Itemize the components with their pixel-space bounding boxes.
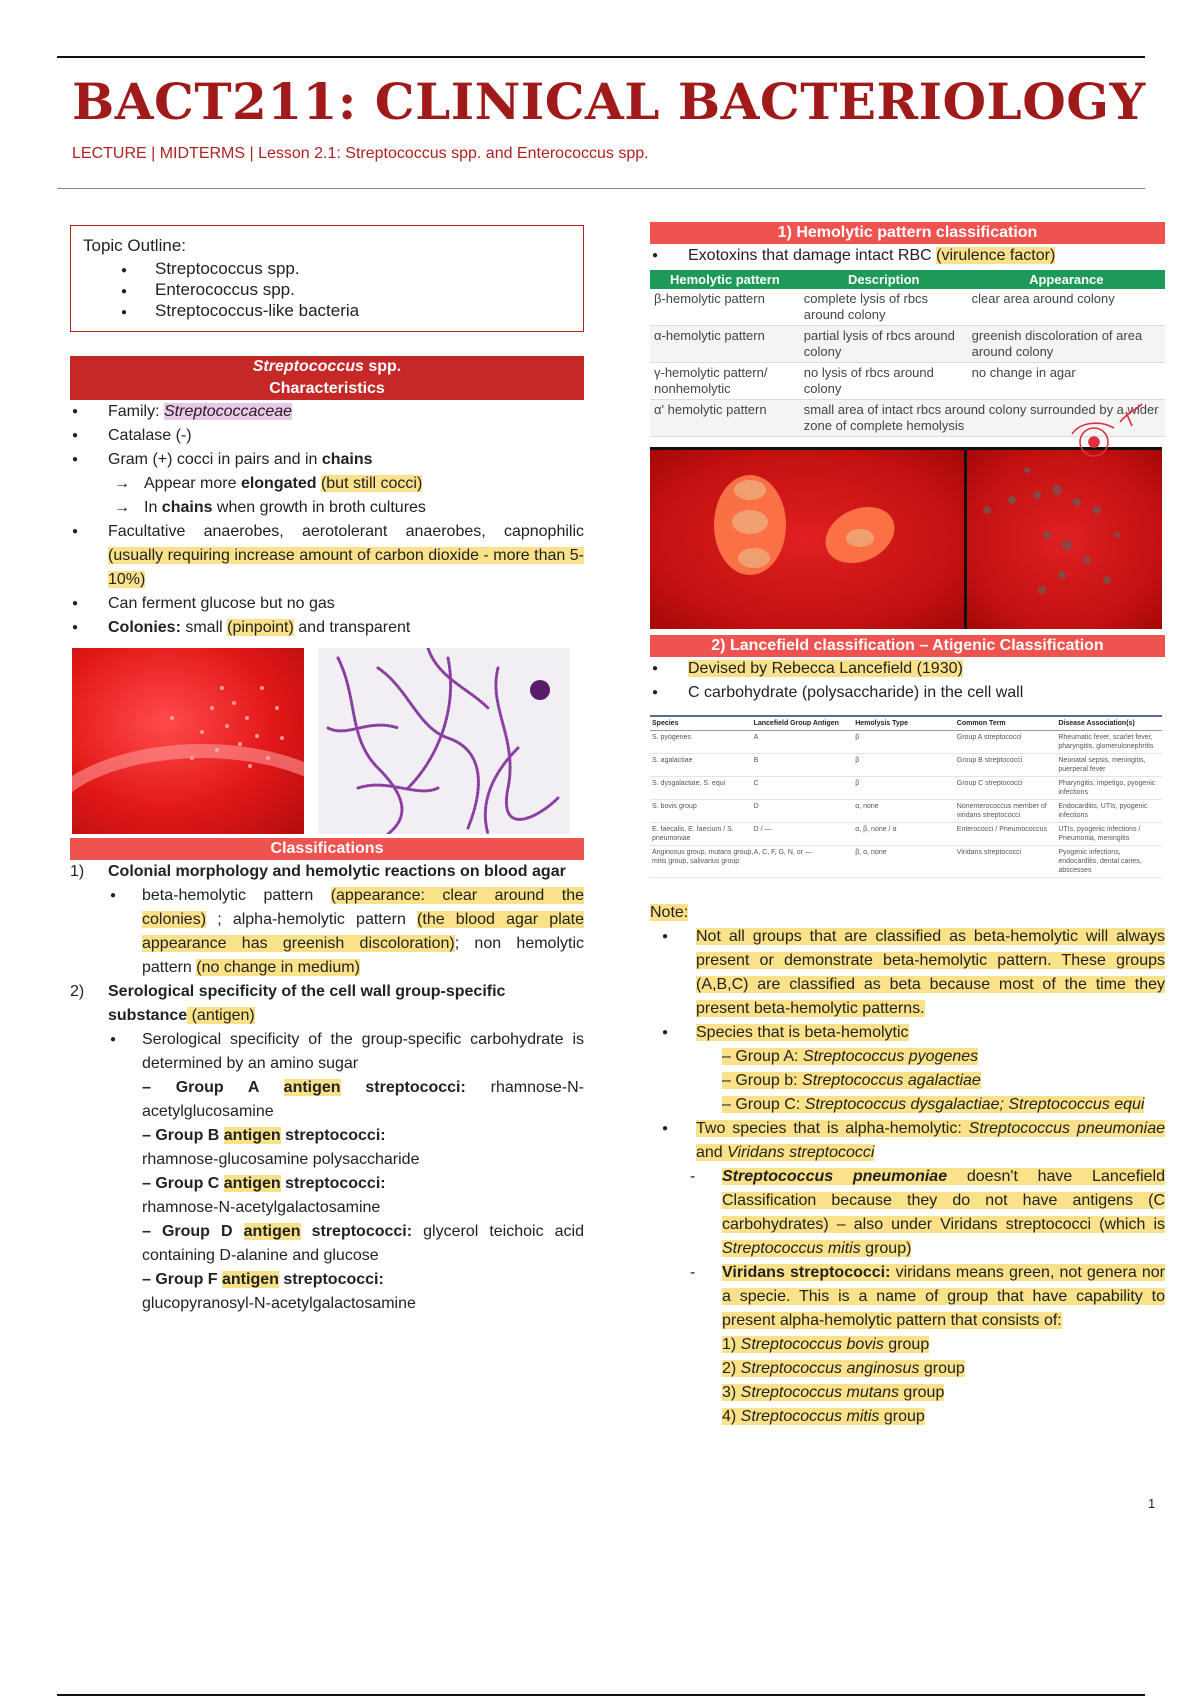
highlight-text: group) [860,1240,912,1257]
viridans-group-item [650,1381,1165,1405]
list-item [70,400,584,424]
classification-sublist [108,1028,584,1316]
top-rule [57,56,1145,58]
mini-cell: C [753,780,759,787]
mini-cell: Enterococci / Pneumococcus [956,826,1048,833]
list-item [70,520,584,592]
viridans-group-item [650,1405,1165,1429]
classification-sublist [108,884,584,980]
highlight-text: antigen [223,1127,281,1144]
text: when growth in broth cultures [212,499,426,516]
topic-outline-list [83,258,571,321]
mini-cell: Neonatal sepsis, meningitis, puerperal fever [1058,757,1146,773]
lancefield-bar: 2) Lancefield classification – Atigenic Classification [650,635,1165,657]
highlight-text: (but still cocci) [320,475,423,492]
species-name: Streptococcus dysgalactiae; Streptococcus equi [804,1096,1145,1113]
species-name: Streptococcus mitis [740,1408,880,1425]
table-cell: γ-hemolytic pattern/ nonhemolytic [650,363,800,400]
list-item: ● Catalase (-) [70,424,584,448]
bold-highlight: Viridans streptococci: [722,1264,891,1281]
text: beta-hemolytic pattern [142,887,331,904]
highlight-text: group [883,1336,930,1353]
mini-header: Common Term [956,720,1006,727]
mini-cell: D / — [753,826,772,833]
mini-cell: S. agalactiae [652,757,693,764]
highlight-text: viridans means green, not genera nor a specie. This is a name of group that have capability to present alpha-hemolytic pattern that consists of: [722,1264,1165,1329]
mini-cell: Viridans streptococci [956,849,1022,856]
highlight-text: (the blood agar plate appearance has greenish discoloration) [142,911,585,952]
species-name: Streptococcus bovis [740,1336,884,1353]
item-number: 1) [70,863,85,880]
highlight-text: Not all groups that are classified as beta-hemolytic will always present or demonstrate beta-hemolytic pattern. These groups (A,B,C) are classified as beta because most of the time they present beta-hemolytic patterns. [696,928,1165,1017]
species-name: Streptococcus anginosus [740,1360,920,1377]
text: Appear more [144,475,241,492]
beta-species-line [696,1045,1165,1069]
note-list [650,925,1165,1165]
blood-agar-plate-photo [72,648,304,834]
header-rule [57,188,1145,189]
arrow-item [70,496,584,520]
highlight-text: and [696,1144,728,1161]
highlight-text: – Group b: [722,1072,803,1089]
beta-species-line [696,1093,1165,1117]
mini-cell: Group C streptococci [956,780,1023,787]
highlight-text: group [898,1384,945,1401]
table-row [650,731,1162,754]
species-name: Streptococcus pyogenes [802,1048,979,1065]
highlight-text: (virulence factor) [936,247,1056,264]
text: Exotoxins that damage intact RBC [688,247,937,264]
table-cell: small area of intact rbcs around colony surrounded by a wider zone of complete hemolysis [800,400,1165,437]
highlight-text: Species that is beta-hemolytic [696,1024,909,1041]
highlight-text: 4) [722,1408,741,1425]
highlight-text: antigen [222,1271,279,1288]
outline-item: ● Streptococcus-like bacteria [121,300,571,321]
list-item [650,657,1165,681]
highlight-text: – Group A: [722,1048,803,1065]
left-column [70,225,584,1316]
hemolytic-bar: 1) Hemolytic pattern classification [650,222,1165,244]
highlight-text: group [879,1408,925,1425]
table-header-row [650,270,1165,289]
bar-title-suffix: spp. [363,358,402,375]
mini-header: Hemolysis Type [855,720,908,727]
group-value: glucopyranosyl-N-acetylgalactosamine [142,1295,416,1312]
mini-header: Disease Association(s) [1058,720,1135,727]
mini-cell: A, C, F, G, N, or — [753,849,812,856]
list-item [650,1117,1165,1165]
mini-cell: S. pyogenes [652,734,691,741]
highlight-text: antigen [223,1175,281,1192]
text: small [180,619,228,636]
lancefield-list [650,657,1165,705]
mini-header: Species [652,720,679,727]
text: In [144,499,162,516]
cocci-chains [318,648,570,834]
characteristic-images [72,648,584,834]
highlight-text: antigen [243,1223,301,1240]
highlight-text: 1) [722,1336,741,1353]
list-item [70,860,584,980]
table-row [650,289,1165,326]
text: Serological specificity of the group-specific carbohydrate is determined by an amino sugar [142,1031,584,1072]
bold-text: elongated [240,475,317,492]
mini-cell: Group B streptococci [956,757,1023,764]
topic-outline-title: Topic Outline: [83,236,186,255]
group-value: glycerol teichoic acid containing D-alanine and glucose [142,1223,585,1264]
list-item: ● C carbohydrate (polysaccharide) in the cell wall [650,681,1165,705]
table-row [650,326,1165,363]
item-number: 2) [70,983,85,1000]
list-item [108,1028,584,1316]
document-title: BACT211: CLINICAL BACTERIOLOGY [72,72,1146,131]
list-item [70,448,584,520]
small-colonies [967,450,1147,629]
mini-cell: Endocarditis, UTIs, pyogenic infections [1058,803,1148,819]
list-item [650,925,1165,1021]
characteristics-list [70,400,584,640]
group-label: streptococci: [280,1175,386,1192]
table-row [650,823,1162,846]
mini-cell: A [753,734,759,741]
highlight-text: 3) [722,1384,741,1401]
note-label [650,901,1165,925]
table-header: Hemolytic pattern [650,270,800,289]
table-row [650,846,1162,878]
bold-text: Colonies: [108,619,181,636]
gram-stain-chains-photo [318,648,570,834]
mini-cell: Pyogenic infections, endocarditis, dental caries, abscesses [1058,849,1142,874]
mini-cell: β [855,780,860,787]
text: Facultative anaerobes, aerotolerant anaerobes, capnophilic [108,523,584,540]
group-label: streptococci: [340,1079,466,1096]
large-colonies [650,450,940,629]
outline-item: ● Streptococcus spp. [121,258,571,279]
species-name: Viridans streptococci [727,1144,875,1161]
group-value: rhamnose-N-acetylglucosamine [142,1079,585,1120]
mini-cell: β, α, none [855,849,887,856]
beta-hemolysis-plate-photo [650,450,964,629]
list-item: ● Can ferment glucose but no gas [70,592,584,616]
table-header: Description [800,270,968,289]
table-cell: partial lysis of rbcs around colony [800,326,968,363]
list-item [70,616,584,640]
viridans-note [650,1261,1165,1333]
highlight-text: doesn't have Lancefield Classification because they do not have antigens (C carbohydrates) – also under Viridans streptococci (which is [722,1168,1165,1233]
group-value: rhamnose-glucosamine polysaccharide [142,1151,420,1168]
highlight-text: antigen [283,1079,341,1096]
mini-cell: Rheumatic fever, scarlet fever, pharyngitis, glomerulonephritis [1058,734,1154,750]
table-row [650,754,1162,777]
highlight-text: (usually requiring increase amount of carbon dioxide - more than 5-10%) [108,547,584,588]
bold-text: chains [161,499,213,516]
table-row [650,800,1162,823]
table-cell: no change in agar [968,363,1165,400]
table-cell: complete lysis of rbcs around colony [800,289,968,326]
classification-title: Serological specificity of the cell wall group-specific substance [108,983,506,1024]
mini-cell: B [753,757,759,764]
table-row [650,777,1162,800]
text: ; non hemolytic pattern [142,935,584,976]
pinpoint-colonies [72,648,304,834]
viridans-group-item [650,1357,1165,1381]
mini-cell: β [855,734,860,741]
highlight-text: group [919,1360,965,1377]
highlight-text: Two species that is alpha-hemolytic: [696,1120,969,1137]
group-label: – Group A [142,1079,284,1096]
characteristics-bar: Characteristics [70,378,584,400]
mini-cell: Nonenterococcus member of viridans streptococci [956,803,1047,819]
highlight-text: Note: [650,904,689,921]
mini-header: Lancefield Group Antigen [753,720,839,727]
hemolysis-plate-photos [650,447,1162,629]
classification-title: Colonial morphology and hemolytic reactions on blood agar [108,863,566,880]
mini-cell: Pharyngitis, impetigo, pyogenic infections [1058,780,1156,796]
group-label: – Group B [142,1127,224,1144]
table-cell: α' hemolytic pattern [650,400,800,437]
beta-species-line [696,1069,1165,1093]
pneumoniae-note [650,1165,1165,1261]
gram-text: Gram (+) cocci in pairs and in [108,451,322,468]
mini-cell: S. dysgalactiae, S. equi [652,780,726,787]
family-label: Family: [108,403,164,420]
mini-cell: Group A streptococci [956,734,1022,741]
handwritten-annotation-icon [1070,392,1150,462]
group-label: – Group D [142,1223,244,1240]
table-header: Appearance [968,270,1165,289]
table-cell: β-hemolytic pattern [650,289,800,326]
bar-title-italic: Streptococcus [252,358,364,375]
topic-outline-box [70,225,584,332]
mini-cell: E. faecalis, E. faecium / S. pneumoniae [652,826,734,842]
mini-table-header [650,717,1162,731]
viridans-group-item [650,1333,1165,1357]
mini-cell: UTIs, pyogenic infections / Pneumonia, meningitis [1058,826,1141,842]
table-cell: α-hemolytic pattern [650,326,800,363]
document-subtitle: LECTURE | MIDTERMS | Lesson 2.1: Streptococcus spp. and Enterococcus spp. [72,145,649,162]
mini-cell: S. bovis group [652,803,697,810]
mini-cell: α, none [855,803,879,810]
arrow-item [70,472,584,496]
mini-cell: β [855,757,860,764]
stain-artifact [530,680,550,700]
species-name: Streptococcus mutans [740,1384,899,1401]
species-name: Streptococcus mitis [722,1240,861,1257]
species-name: Streptococcus pneumoniae [968,1120,1165,1137]
lancefield-table-image [650,715,1162,893]
streptococcus-section-bar [70,356,584,378]
group-label: – Group C [142,1175,224,1192]
list-item [108,884,584,980]
list-item [70,980,584,1316]
table-cell: no lysis of rbcs around colony [800,363,968,400]
mini-cell: D [753,803,759,810]
classifications-list [70,860,584,1316]
text: ; alpha-hemolytic pattern [206,911,418,928]
list-item [650,244,1165,268]
mini-cell: α, β, none / α [855,826,897,833]
table-cell: greenish discoloration of area around colony [968,326,1165,363]
species-name: Streptococcus agalactiae [802,1072,981,1089]
outline-item: ● Enterococcus spp. [121,279,571,300]
hemolytic-list [650,244,1165,268]
group-label: streptococci: [278,1271,384,1288]
highlight-text: (no change in medium) [196,959,360,976]
family-value: Streptococcaceae [164,403,293,420]
list-item [650,1021,1165,1117]
highlight-text: (appearance: clear around the colonies) [142,887,584,928]
text: and transparent [293,619,411,636]
group-value: rhamnose-N-acetylgalactosamine [142,1199,381,1216]
mini-cell: Anginosus group, mutans group, mitis group, salivarius group [652,849,754,865]
alpha-hemolysis-plate-photo [967,450,1162,629]
highlight-text: Devised by Rebecca Lancefield (1930) [688,660,963,677]
bold-highlight: Streptococcus pneumoniae [722,1168,948,1185]
highlight-text: (pinpoint) [227,619,294,636]
group-label: streptococci: [280,1127,386,1144]
page-number: 1 [1148,1496,1156,1511]
gram-subpoints [70,472,584,520]
group-label: – Group F [142,1271,222,1288]
classifications-bar: Classifications [70,838,584,860]
highlight-text: – Group C: [722,1096,805,1113]
group-label: streptococci: [300,1223,413,1240]
gram-bold: chains [321,451,373,468]
highlight-text: 2) [722,1360,741,1377]
bottom-rule [57,1694,1145,1696]
table-cell: clear area around colony [968,289,1165,326]
highlight-text: (antigen) [187,1007,255,1024]
